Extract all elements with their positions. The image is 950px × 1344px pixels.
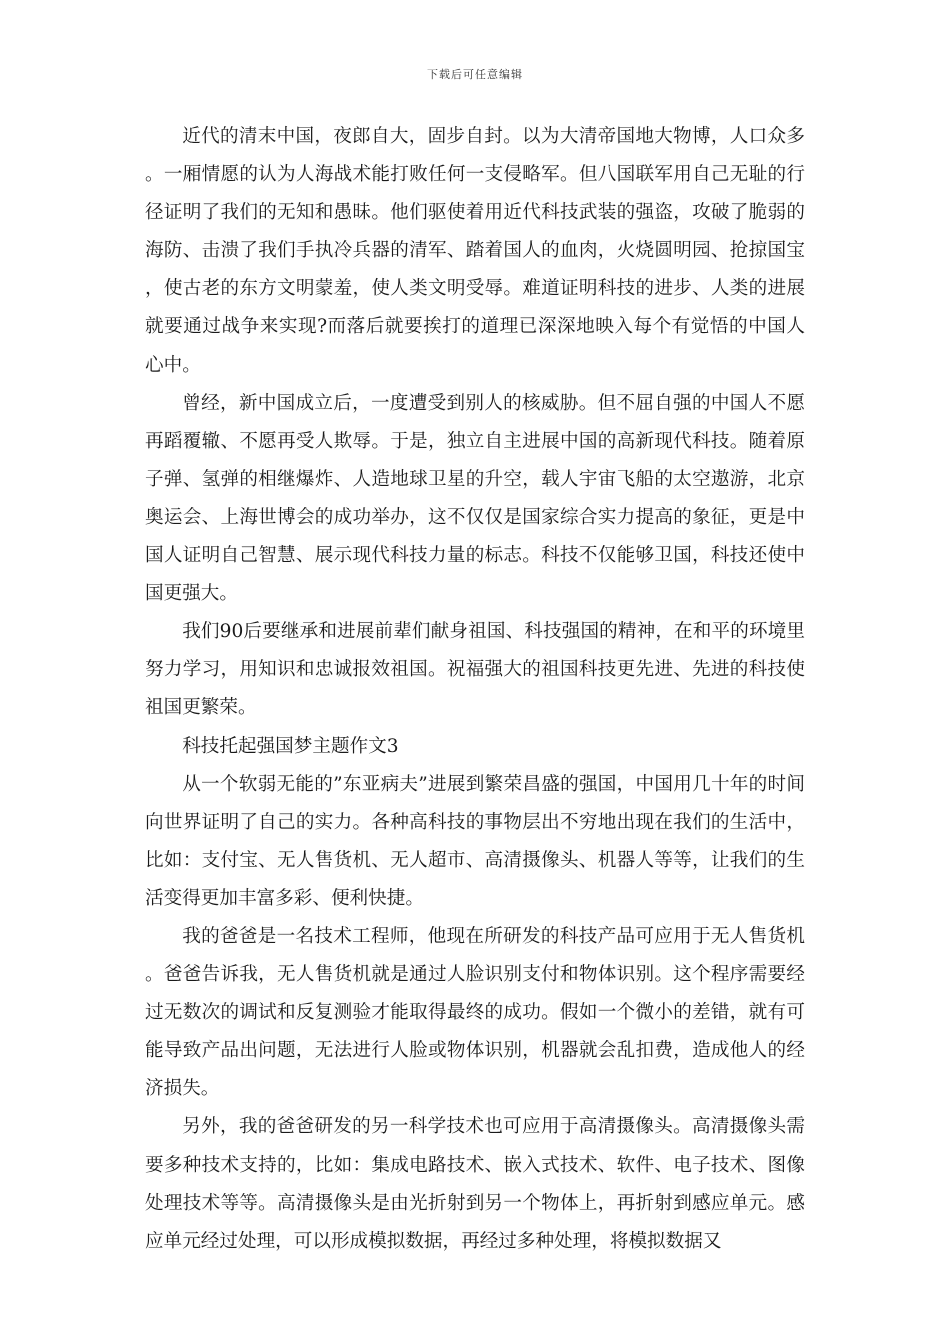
paragraph-5: 我的爸爸是一名技术工程师，他现在所研发的科技产品可应用于无人售货机。爸爸告诉我，无人售货机就是通过人脸识别支付和物体识别。这个程序需要经过无数次的调试和反复测验才能取得最终的成功。假如一个微小的差错，就有可能导致产品出问题，无法进行人脸或物体识别，机器就会乱扣费，造成他人的经济损失。 xyxy=(145,925,805,1100)
paragraph-4: 从一个软弱无能的”东亚病夫”进展到繁荣昌盛的强国，中国用几十年的时间向世界证明了自己的实力。各种高科技的事物层出不穷地出现在我们的生活中，比如：支付宝、无人售货机、无人超市、高清摄像头、机器人等等，让我们的生活变得更加丰富多彩、便利快捷。 xyxy=(145,773,805,909)
paragraph-1: 近代的清末中国，夜郎自大，固步自封。以为大清帝国地大物博，人口众多。一厢情愿的认为人海战术能打败任何一支侵略军。但八国联军用自己无耻的行径证明了我们的无知和愚昧。他们驱使着用近代科技武装的强盗，攻破了脆弱的海防、击溃了我们手执冷兵器的清军、踏着国人的血肉，火烧圆明园、抢掠国宝，使古老的东方文明蒙羞，使人类文明受辱。难道证明科技的进步、人类的进展就要通过战争来实现?而落后就要挨打的道理已深深地映入每个有觉悟的中国人心中。 xyxy=(145,126,805,376)
paragraph-6: 另外，我的爸爸研发的另一科学技术也可应用于高清摄像头。高清摄像头需要多种技术支持的，比如：集成电路技术、嵌入式技术、软件、电子技术、图像处理技术等等。高清摄像头是由光折射到另一个物体上，再折射到感应单元。感应单元经过处理，可以形成模拟数据，再经过多种处理，将模拟数据又 xyxy=(145,1116,805,1252)
paragraph-2: 曾经，新中国成立后，一度遭受到别人的核威胁。但不屈自强的中国人不愿再蹈覆辙、不愿再受人欺辱。于是，独立自主进展中国的高新现代科技。随着原子弹、氢弹的相继爆炸、人造地球卫星的升空，载人宇宙飞船的太空遨游，北京奥运会、上海世博会的成功举办，这不仅仅是国家综合实力提高的象征，更是中国人证明自己智慧、展示现代科技力量的标志。科技不仅能够卫国，科技还使中国更强大。 xyxy=(145,392,805,605)
document-body xyxy=(145,118,805,1261)
paragraph-3: 我们90后要继承和进展前辈们献身祖国、科技强国的精神，在和平的环境里努力学习，用知识和忠诚报效祖国。祝福强大的祖国科技更先进、先进的科技使祖国更繁荣。 xyxy=(145,621,805,719)
page-header: 下载后可任意编辑 xyxy=(427,68,523,81)
section-title: 科技托起强国梦主题作文3 xyxy=(182,735,399,757)
